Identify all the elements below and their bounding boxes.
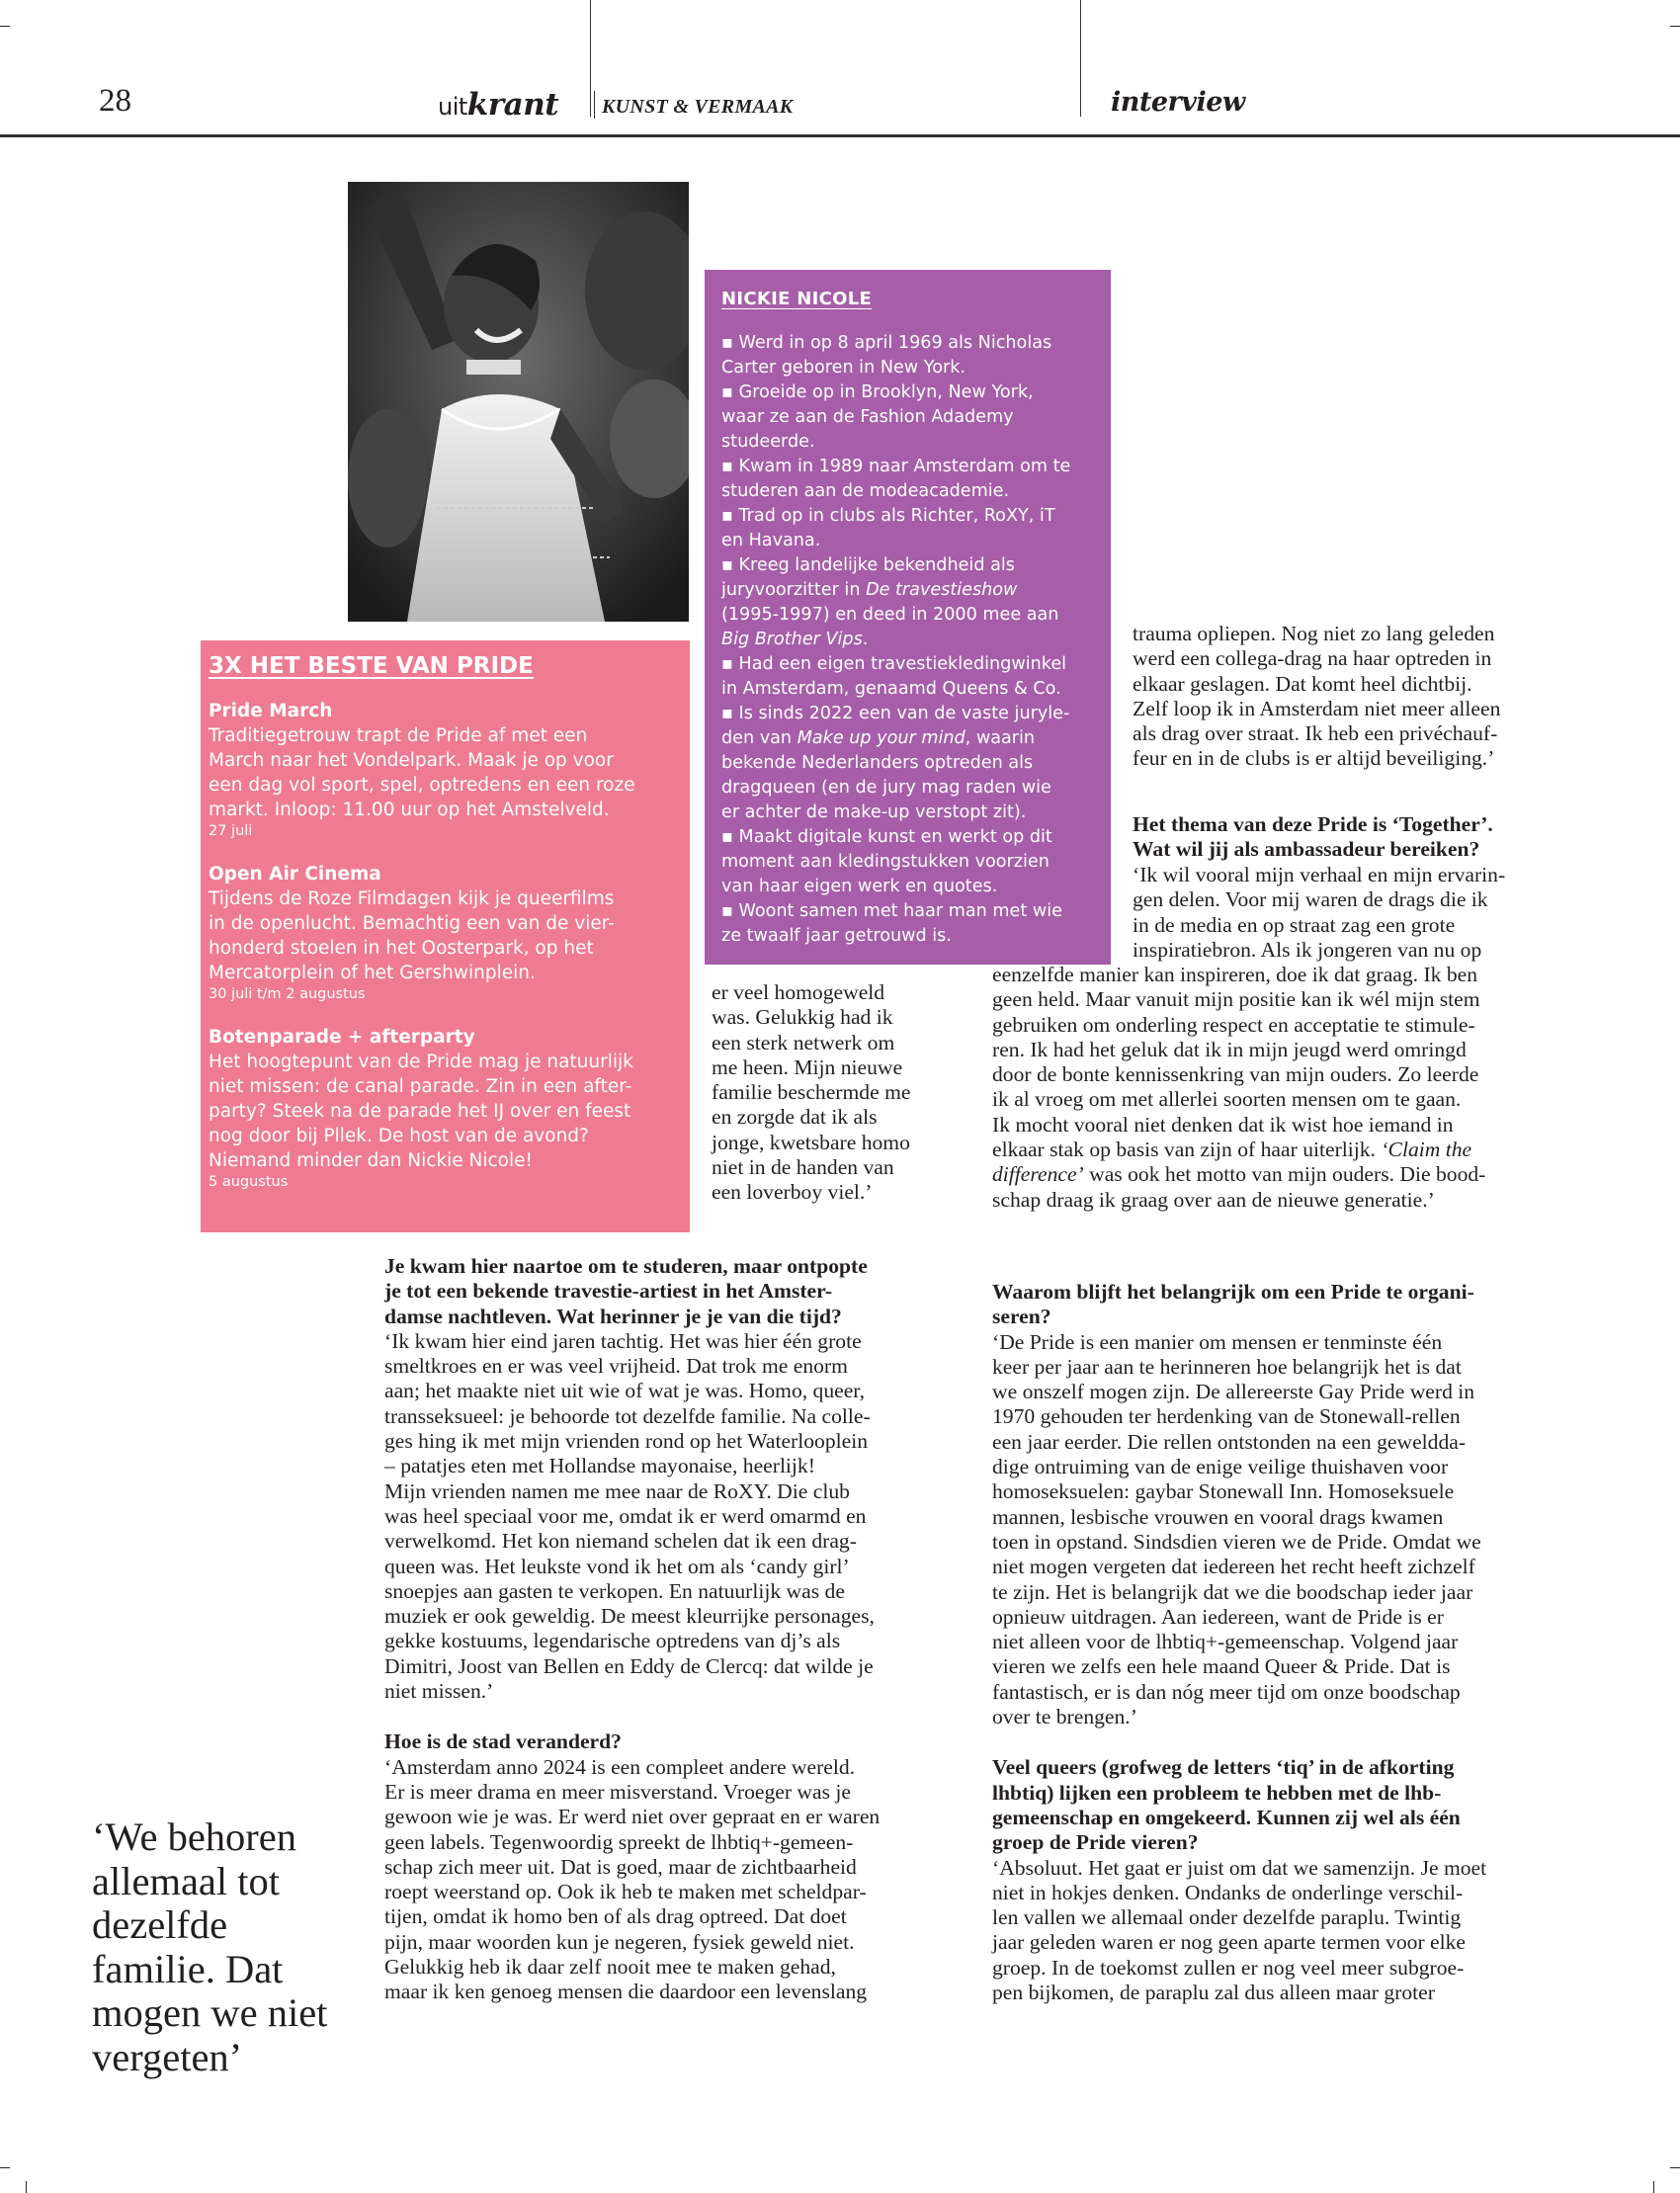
interview-answer: ‘Absoluut. Het gaat er juist om dat we samenzijn. Je moet niet in hokjes denken. Ondanks de onderlinge verschil- len vallen we allemaal onder dezelfde paraplu. Twintig jaar geleden waren er nog geen aparte termen voor elke groep. In de toekomst zullen er nog veel meer subgroe- pen bijkomen, de paraplu zal dus alleen maar groter <box>992 1855 1487 2005</box>
event-description: Tijdens de Roze Filmdagen kijk je queerfilms in de openlucht. Bemachtig een van de vier- honderd stoelen in het Oosterpark, op het Mercatorplein of het Gershwinplein. <box>209 888 615 983</box>
interview-question: Hoe is de stad veranderd? <box>384 1729 622 1754</box>
bio-fact: ▪ Kwam in 1989 naar Amsterdam om te studeren aan de modeacademie. <box>721 457 1071 501</box>
header-divider <box>1080 0 1081 117</box>
interview-question: Het thema van deze Pride is ‘Together’. Wat wil jij als ambassadeur bereiken? <box>1133 812 1493 862</box>
interview-answer: ‘Ik kwam hier eind jaren tachtig. Het was hier één grote smeltkroes en er was veel vrijheid. Dat trok me enorm aan; het maakte niet uit wie of wat je was. Homo, queer, transseksueel: je behoorde tot dezelfde familie. Na colle- ges hing ik met mijn vrienden rond op het Waterlooplein – patatjes eten met Hollandse mayonaise, heerlijk! Mijn vrienden namen me mee naar de RoXY. Die club was heel speciaal voor me, omdat ik er werd omarmd en verwelkomd. Het kon niemand schelen dat ik een drag- queen was. Het leukste vond ik het om als ‘candy girl’ snoepjes aan gasten te verkopen. En natuurlijk was de muziek er ook geweldig. De meest kleurrijke personages, gekke kostuums, legendarische optredens van dj’s als Dimitri, Joost van Bellen en Eddy de Clercq: dat wilde je niet missen.’ <box>384 1328 875 1704</box>
pride-event <box>209 863 690 1004</box>
article-column-3 <box>992 1280 1585 2005</box>
pull-quote: ‘We behoren allemaal tot dezelfde familie. Dat mogen we niet vergeten’ <box>92 1814 328 2079</box>
bio-fact: ▪ Trad op in clubs als Richter, RoXY, iT en Havana. <box>721 506 1055 550</box>
event-date: 30 juli t/m 2 augustus <box>209 986 366 1002</box>
nickie-nicole-photo <box>348 182 689 622</box>
event-date: 27 juli <box>209 823 253 839</box>
interview-question: Veel queers (grofweg de letters ‘tiq’ in de afkorting lhbtiq) lijken een probleem te hebben met de lhb- gemeenschap en omgekeerd. Kunnen zij wel als één groep de Pride vieren? <box>992 1755 1461 1855</box>
section-label: KUNST & VERMAAK <box>602 96 794 118</box>
interview-answer: ‘Amsterdam anno 2024 is een compleet andere wereld. Er is meer drama en meer misverstand. Vroeger was je gewoon wie je was. Er werd niet over gepraat en er waren geen labels. Tegenwoordig spreekt de lhbtiq+-gemeen- schap zich meer uit. Dat is goed, maar de zichtbaarheid roept weerstand op. Ook ik heb te maken met scheldpar- tijen, omdat ik homo ben of als drag optreed. Dat doet pijn, maar woorden kun je negeren, fysiek geweld niet. Gelukkig heb ik daar zelf nooit mee te maken gehad, maar ik ken genoeg mensen die daardoor een levenslang <box>384 1754 881 2004</box>
bio-fact: ▪ Woont samen met haar man met wie ze twaalf jaar getrouwd is. <box>721 901 1062 946</box>
interview-answer: ‘De Pride is een manier om mensen er tenminste één keer per jaar aan te herinneren hoe belangrijk het is dat we onszelf mogen zijn. De allereerste Gay Pride werd in 1970 gehouden ter herdenking van de Stonewall-rellen een jaar eerder. Die rellen ontstonden na een gewelddа- dige ontruiming van de enige veilige thuishaven voor homoseksuelen: gaybar Stonewall Inn. Homoseksuele mannen, lesbische vrouwen en vooral drags kwamen toen in opstand. Sindsdien vieren we de Pride. Omdat we niet mogen vergeten dat iedereen het recht heeft zichzelf te zijn. Het is belangrijk dat we die boodschap ieder jaar opnieuw uitdragen. Aan iedereen, want de Pride is er niet alleen voor de lhbtiq+-gemeenschap. Volgend jaar vieren we zelfs een hele maand Queer & Pride. Dat is fantastisch, er is dan nóg meer tijd om onze boodschap over te brengen.’ <box>992 1329 1481 1729</box>
article-paragraph: er veel homogeweld was. Gelukkig had ik een sterk netwerk om me heen. Mijn nieuwe familie beschermde me en zorgde dat ik als jonge, kwetsbare homo niet in de handen van een loverboy viel.’ <box>712 980 911 1205</box>
event-title: Botenparade + afterparty <box>209 1027 475 1048</box>
page-number: 28 <box>99 83 131 119</box>
article-paragraph: trauma opliepen. Nog niet zo lang geleden werd een collega-drag na haar optreden in elkaar geslagen. Dat komt heel dichtbij. Zelf loop ik in Amsterdam niet meer alleen als drag over straat. Ik heb een privéchauf- feur en in de clubs is er altijd beveiliging.’ <box>1133 622 1501 771</box>
pride-box-title: 3X HET BESTE VAN PRIDE <box>209 653 534 679</box>
event-date: 5 augustus <box>209 1174 289 1190</box>
bio-fact: ▪ Had een eigen travestiekledingwinkel in Amsterdam, genaamd Queens & Co. <box>721 654 1067 699</box>
header-divider <box>590 0 591 117</box>
interview-answer: eenzelfde manier kan inspireren, doe ik dat graag. Ik ben geen held. Maar vanuit mijn positie kan ik wél mijn stem gebruiken om onderling respect en acceptatie te stimule- ren. Ik had het geluk dat ik in mijn jeugd werd omringd door de bonte kennissenkring van mijn ouders. Zo leerde ik al vroeg om met allerlei soorten mensen om te gaan. Ik mocht vooral niet denken dat ik wist hoe iemand in elkaar stak op basis van zijn of haar uiterlijk. ‘Claim the difference’ was ook het motto van mijn ouders. Die bood- schap draag ik graag over aan de nieuwe generatie.’ <box>992 963 1486 1212</box>
crop-mark <box>0 26 10 27</box>
bio-fact: ▪ Werd in op 8 april 1969 als Nicholas Carter geboren in New York. <box>721 333 1052 378</box>
bio-fact: ▪ Is sinds 2022 een van de vaste juryle- den van Make up your mind, waarin bekende Nederlanders optreden als dragqueen (en de jury mag raden wie er achter de make-up verstopt zit). <box>721 704 1070 822</box>
header-logo-divider <box>594 91 595 119</box>
event-title: Open Air Cinema <box>209 864 381 885</box>
event-description: Het hoogtepunt van de Pride mag je natuurlijk niet missen: de canal parade. Zin in een after- party? Steek na de parade het IJ over en feest nog door bij Pllek. De host van de avond? Niemand minder dan Nickie Nicole! <box>209 1052 633 1171</box>
bio-fact: ▪ Groeide op in Brooklyn, New York, waar ze aan de Fashion Adademy studeerde. <box>721 382 1034 452</box>
crop-mark <box>0 2167 10 2168</box>
pride-event <box>209 1026 690 1192</box>
bio-fact: ▪ Maakt digitale kunst en werkt op dit moment aan kledingstukken voorzien van haar eigen werk en quotes. <box>721 827 1052 896</box>
uitkrant-logo: uitkrant <box>438 87 559 123</box>
category-label: interview <box>1111 87 1245 118</box>
bio-fact: ▪ Kreeg landelijke bekendheid als juryvoorzitter in De travestieshow (1995-1997) en deed in 2000 mee aan Big Brother Vips. <box>721 555 1059 649</box>
event-description: Traditiegetrouw trapt de Pride af met een March naar het Vondelpark. Maak je op voor een dag vol sport, spel, optredens en een roze markt. Inloop: 11.00 uur op het Amstelveld. <box>209 725 635 820</box>
header-rule <box>0 134 1680 137</box>
crop-mark <box>1653 2181 1654 2193</box>
crop-mark <box>1670 26 1680 27</box>
article-column-1 <box>384 1254 967 2005</box>
event-title: Pride March <box>209 701 333 721</box>
crop-mark <box>1670 2167 1680 2168</box>
interview-answer: ‘Ik wil vooral mijn verhaal en mijn ervarin- gen delen. Voor mij waren de drags die ik in de media en op straat zag een grote inspiratiebron. Als ik jongeren van nu op <box>1133 863 1506 962</box>
photo-illustration <box>348 182 689 622</box>
biography-title: NICKIE NICOLE <box>721 289 873 309</box>
pride-highlights-box <box>201 640 690 1232</box>
interview-question: Je kwam hier naartoe om te studeren, maar ontpopte je tot een bekende travestie-artiest in het Amster- damse nachtleven. Wat herinner je je van die tijd? <box>384 1254 868 1328</box>
pride-event <box>209 700 690 841</box>
biography-box <box>705 270 1111 965</box>
interview-question: Waarom blijft het belangrijk om een Pride te organi- seren? <box>992 1280 1474 1329</box>
crop-mark <box>26 2181 27 2193</box>
